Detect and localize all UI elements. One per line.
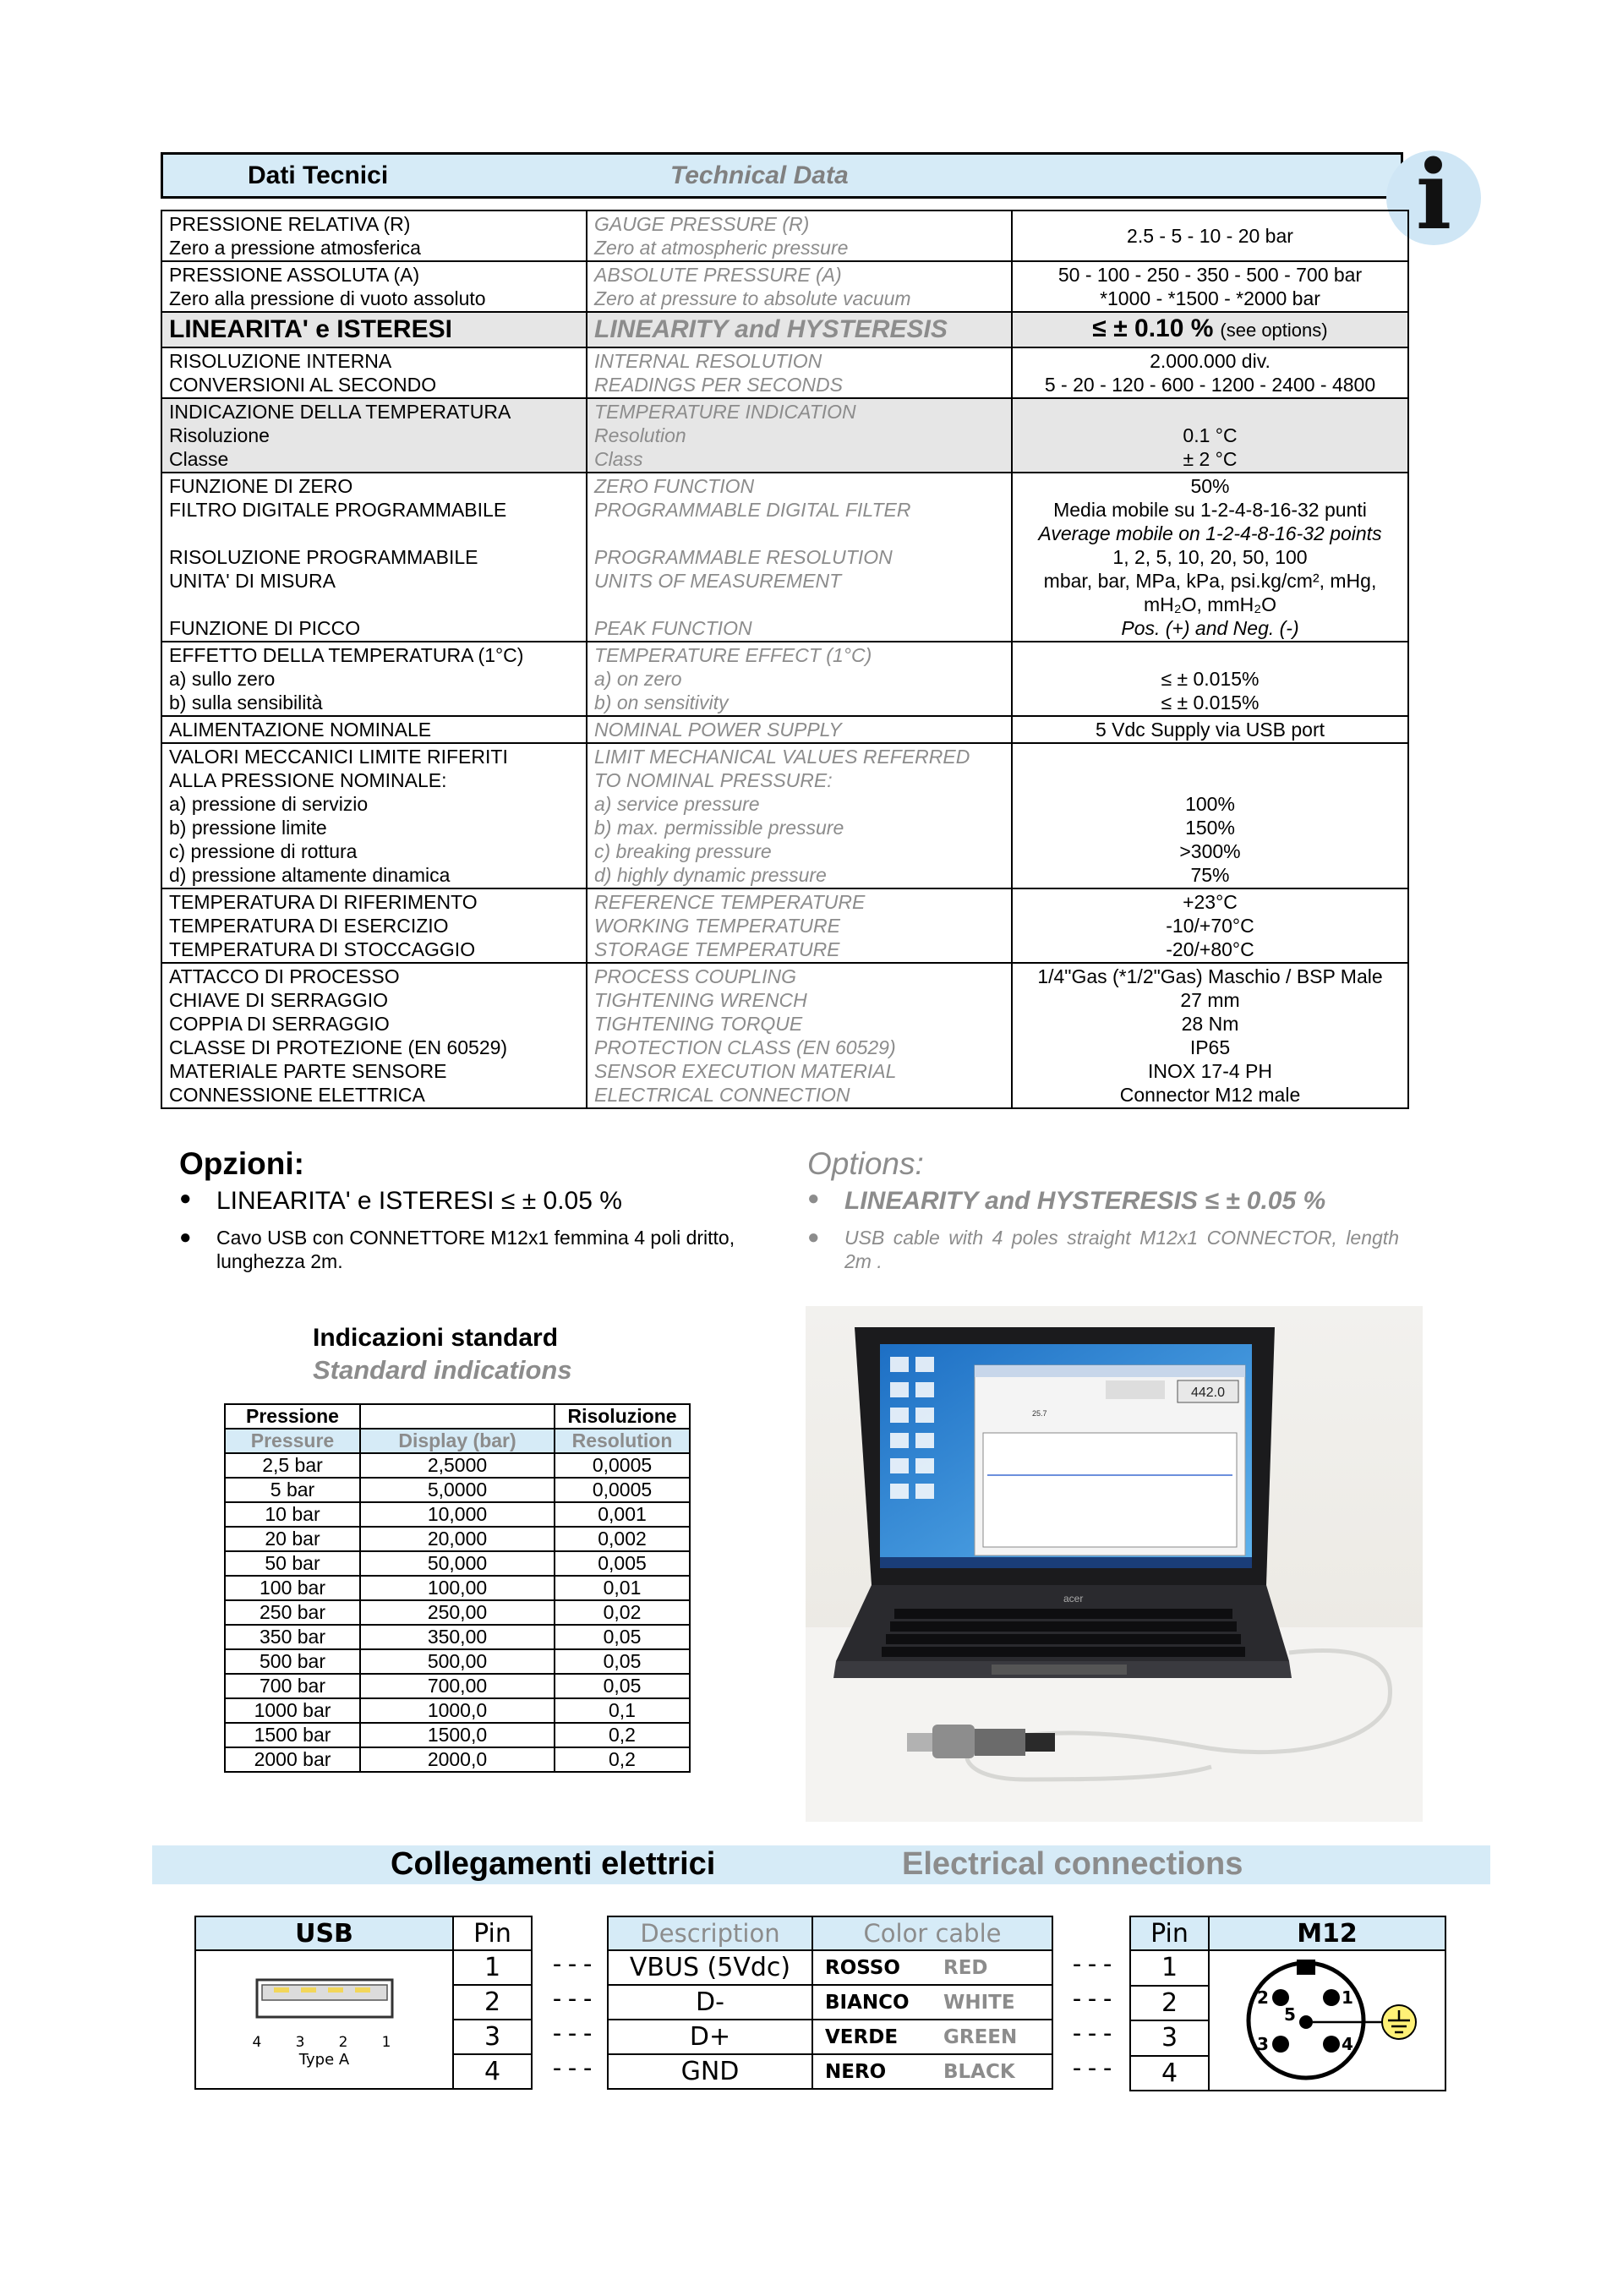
tech-cell-value — [1012, 261, 1408, 312]
tech-text-line: Average mobile on 1-2-4-8-16-32 points — [1038, 522, 1382, 544]
pin-number: 2 — [1130, 1986, 1209, 2021]
tech-cell-it — [161, 210, 587, 261]
usb-pin-numbers: 4 3 2 1 — [252, 2033, 396, 2051]
tech-text-line: ± 2 °C — [1183, 448, 1238, 470]
tech-cell-it — [161, 312, 587, 347]
table-cell: 2,5000 — [360, 1453, 555, 1478]
pin-number: 3 — [453, 2020, 532, 2054]
laptop-photo — [806, 1306, 1423, 1822]
tech-data-title-it: Dati Tecnici — [248, 161, 389, 189]
tech-text-line: d) highly dynamic pressure — [594, 864, 827, 886]
table-cell: 500 bar — [225, 1649, 360, 1674]
tech-text-line: -20/+80°C — [1166, 938, 1254, 960]
cable-color: BIANCO WHITE — [812, 1985, 1052, 2020]
table-cell: 250 bar — [225, 1600, 360, 1625]
col-header: Risoluzione — [555, 1404, 690, 1429]
tech-text-line: 150% — [1185, 817, 1235, 839]
tech-text-line: 2.5 - 5 - 10 - 20 bar — [1127, 225, 1293, 247]
tech-text-line: ≤ ± 0.015% — [1161, 668, 1260, 690]
tech-text-line: EFFETTO DELLA TEMPERATURA (1°C) — [169, 644, 524, 666]
tech-text-line: Zero alla pressione di vuoto assoluto — [169, 287, 486, 309]
tech-cell-value — [1012, 473, 1408, 642]
connections-title-it: Collegamenti elettrici — [391, 1846, 716, 1882]
tech-text-line: a) on zero — [594, 668, 682, 690]
table-row — [225, 1723, 690, 1747]
tech-cell-it — [161, 473, 587, 642]
tech-text-line: 5 Vdc Supply via USB port — [1095, 719, 1325, 741]
dash-separator: --- — [1069, 1984, 1116, 2014]
tech-cell-value — [1012, 888, 1408, 963]
tech-text-line: REFERENCE TEMPERATURE — [594, 891, 866, 913]
options-title-en: Options: — [807, 1146, 924, 1181]
usb-label: USB — [195, 1916, 453, 1950]
dash-separator: --- — [549, 2019, 596, 2048]
pin-description: GND — [608, 2054, 812, 2089]
tech-cell-en — [587, 312, 1012, 347]
tech-cell-value — [1012, 312, 1408, 347]
option-text: LINEARITY and HYSTERESIS ≤ ± 0.05 % — [844, 1187, 1326, 1215]
usb-type-label: Type A — [298, 2050, 350, 2069]
tech-text-line: PEAK FUNCTION — [594, 617, 752, 639]
tech-cell-value — [1012, 743, 1408, 888]
usb-diagram — [195, 1950, 453, 2089]
tech-text-line: TEMPERATURA DI STOCCAGGIO — [169, 938, 476, 960]
table-cell: 0,0005 — [555, 1478, 690, 1502]
bullet-icon: ● — [179, 1226, 192, 1249]
screen-small-value: 25.7 — [1032, 1409, 1047, 1418]
table-row — [225, 1551, 690, 1576]
tech-text-line: GAUGE PRESSURE (R) — [594, 213, 810, 235]
pin-number: 4 — [453, 2054, 532, 2089]
tech-cell-value — [1012, 347, 1408, 398]
table-cell: 350 bar — [225, 1625, 360, 1649]
tech-text-line: >300% — [1179, 840, 1241, 862]
m12-diagram — [1209, 1950, 1445, 2091]
tech-row — [161, 347, 1408, 398]
tech-text-line: 100% — [1185, 793, 1235, 815]
col-header — [360, 1404, 555, 1429]
table-row — [225, 1527, 690, 1551]
table-cell: 10,000 — [360, 1502, 555, 1527]
tech-row — [161, 743, 1408, 888]
tech-cell-value — [1012, 642, 1408, 716]
tech-text-line: ELECTRICAL CONNECTION — [594, 1084, 850, 1106]
tech-text-line: PROTECTION CLASS (EN 60529) — [594, 1036, 896, 1058]
tech-text-line: INDICAZIONE DELLA TEMPERATURA — [169, 401, 511, 423]
tech-cell-it — [161, 888, 587, 963]
tech-text-line — [169, 593, 579, 616]
pin-header: Pin — [1130, 1916, 1209, 1950]
table-cell: 1500 bar — [225, 1723, 360, 1747]
tech-data-title-en: Technical Data — [670, 161, 849, 189]
table-cell: 20,000 — [360, 1527, 555, 1551]
tech-text-line: UNITS OF MEASUREMENT — [594, 570, 842, 592]
table-cell: 0,1 — [555, 1698, 690, 1723]
m12-pin-label: 1 — [1342, 1987, 1353, 2008]
pin-number: 1 — [453, 1950, 532, 1985]
tech-cell-en — [587, 347, 1012, 398]
tech-cell-it — [161, 398, 587, 473]
tech-cell-en — [587, 888, 1012, 963]
table-row — [225, 1576, 690, 1600]
tech-text-line: PRESSIONE ASSOLUTA (A) — [169, 264, 420, 286]
tech-text-line: d) pressione altamente dinamica — [169, 864, 451, 886]
tech-text-line: CONVERSIONI AL SECONDO — [169, 374, 437, 396]
info-icon: i — [1386, 150, 1481, 245]
tech-text-line: b) on sensitivity — [594, 692, 729, 713]
tech-data-header — [161, 152, 1403, 199]
usb-pin-table — [194, 1916, 533, 2090]
table-cell: 0,05 — [555, 1649, 690, 1674]
tech-text-line: Media mobile su 1-2-4-8-16-32 punti — [1053, 499, 1367, 521]
dash-separator: --- — [1069, 1949, 1116, 1979]
pin-description: D- — [608, 1985, 812, 2020]
tech-text-line: FILTRO DIGITALE PROGRAMMABILE — [169, 499, 507, 521]
table-cell: 10 bar — [225, 1502, 360, 1527]
table-cell: 5 bar — [225, 1478, 360, 1502]
tech-text-line: Zero a pressione atmosferica — [169, 237, 421, 259]
tech-text-line: WORKING TEMPERATURE — [594, 915, 840, 937]
tech-cell-it — [161, 743, 587, 888]
table-cell: 1500,0 — [360, 1723, 555, 1747]
tech-text-line: -10/+70°C — [1166, 915, 1254, 937]
tech-text-line: +23°C — [1183, 891, 1238, 913]
tech-text-line: 5 - 20 - 120 - 600 - 1200 - 2400 - 4800 — [1044, 374, 1376, 396]
tech-text-line — [169, 522, 579, 545]
tech-text-line: NOMINAL POWER SUPPLY — [594, 719, 842, 741]
tech-text-line: ABSOLUTE PRESSURE (A) — [594, 264, 842, 286]
table-row — [225, 1625, 690, 1649]
tech-text-line: a) pressione di servizio — [169, 793, 369, 815]
tech-row — [161, 261, 1408, 312]
tech-cell-it — [161, 642, 587, 716]
tech-row — [161, 398, 1408, 473]
tech-text-line: mbar, bar, MPa, kPa, psi.kg/cm², mHg, — [1043, 570, 1377, 592]
table-row — [225, 1747, 690, 1772]
table-cell: 50 bar — [225, 1551, 360, 1576]
tech-text-line: PROGRAMMABLE RESOLUTION — [594, 546, 893, 568]
tech-cell-en — [587, 210, 1012, 261]
table-cell: 1000 bar — [225, 1698, 360, 1723]
tech-text-line: 50% — [1190, 475, 1230, 497]
tech-text-line: UNITA' DI MISURA — [169, 570, 336, 592]
col-header-en: Resolution — [555, 1429, 690, 1453]
col-header-en: Display (bar) — [360, 1429, 555, 1453]
tech-text-line: IP65 — [1189, 1036, 1231, 1058]
tech-text-line: INOX 17-4 PH — [1148, 1060, 1272, 1082]
tech-text-line: FUNZIONE DI ZERO — [169, 475, 353, 497]
tech-text-line: Zero at atmospheric pressure — [594, 237, 849, 259]
option-text: Cavo USB con CONNETTORE M12x1 femmina 4 poli dritto, lunghezza 2m. — [216, 1227, 735, 1272]
tech-text-line: CHIAVE DI SERRAGGIO — [169, 989, 389, 1011]
pin-description: D+ — [608, 2020, 812, 2054]
connections-header-band — [152, 1845, 1490, 1884]
table-cell: 0,05 — [555, 1625, 690, 1649]
tech-text-line: b) sulla sensibilità — [169, 692, 323, 713]
table-cell: 0,2 — [555, 1723, 690, 1747]
table-cell: 0,002 — [555, 1527, 690, 1551]
tech-cell-value — [1012, 963, 1408, 1108]
table-cell: 0,001 — [555, 1502, 690, 1527]
cable-color: VERDE GREEN — [812, 2020, 1052, 2054]
tech-cell-it — [161, 261, 587, 312]
wire-description-table — [607, 1916, 1053, 2090]
table-row — [225, 1453, 690, 1478]
table-row — [225, 1674, 690, 1698]
tech-text-line: Pos. (+) and Neg. (-) — [1121, 617, 1299, 639]
tech-text-line: b) pressione limite — [169, 817, 327, 839]
table-cell: 2000 bar — [225, 1747, 360, 1772]
tech-text-line: TEMPERATURA DI RIFERIMENTO — [169, 891, 478, 913]
tech-text-line: PROCESS COUPLING — [594, 965, 796, 987]
tech-row — [161, 210, 1408, 261]
tech-text-line: Classe — [169, 448, 229, 470]
option-item-linearity-en — [807, 1187, 1325, 1216]
tech-text-line: c) breaking pressure — [594, 840, 772, 862]
tech-cell-en — [587, 642, 1012, 716]
table-cell: 0,005 — [555, 1551, 690, 1576]
pin-number: 4 — [1130, 2056, 1209, 2091]
tech-text-line: *1000 - *1500 - *2000 bar — [1100, 287, 1320, 309]
tech-text-line: TEMPERATURE INDICATION — [594, 401, 856, 423]
tech-text-line: ALIMENTAZIONE NOMINALE — [169, 719, 432, 741]
tech-text-line: ALLA PRESSIONE NOMINALE: — [169, 769, 447, 791]
tech-text-line: SENSOR EXECUTION MATERIAL — [594, 1060, 897, 1082]
table-cell: 700,00 — [360, 1674, 555, 1698]
table-row — [225, 1502, 690, 1527]
dash-separator: --- — [549, 2053, 596, 2083]
table-cell: 20 bar — [225, 1527, 360, 1551]
tech-text-line: 27 mm — [1180, 989, 1240, 1011]
tech-row — [161, 963, 1408, 1108]
tech-cell-value — [1012, 716, 1408, 743]
tech-text-line: PROGRAMMABLE DIGITAL FILTER — [594, 499, 911, 521]
tech-cell-it — [161, 347, 587, 398]
pin-number: 3 — [1130, 2020, 1209, 2056]
tech-row — [161, 312, 1408, 347]
m12-pin-table — [1129, 1916, 1446, 2091]
tech-text-line: Risoluzione — [169, 424, 270, 446]
col-header-en: Pressure — [225, 1429, 360, 1453]
tech-text-line: RISOLUZIONE INTERNA — [169, 350, 392, 372]
tech-row — [161, 642, 1408, 716]
tech-text-line: 1, 2, 5, 10, 20, 50, 100 — [1112, 546, 1308, 568]
color-header: Color cable — [812, 1916, 1052, 1950]
tech-text-line: 50 - 100 - 250 - 350 - 500 - 700 bar — [1057, 264, 1363, 286]
table-cell: 0,2 — [555, 1747, 690, 1772]
tech-text-line: a) service pressure — [594, 793, 760, 815]
tech-text-line: FUNZIONE DI PICCO — [169, 617, 361, 639]
tech-cell-it — [161, 716, 587, 743]
tech-text-line: TIGHTENING TORQUE — [594, 1013, 803, 1035]
description-header: Description — [608, 1916, 812, 1950]
tech-text-line: 2.000.000 div. — [1150, 350, 1271, 372]
table-cell: 0,05 — [555, 1674, 690, 1698]
tech-text-line: RISOLUZIONE PROGRAMMABILE — [169, 546, 478, 568]
table-cell: 700 bar — [225, 1674, 360, 1698]
tech-text-line: Class — [594, 448, 643, 470]
table-row — [225, 1478, 690, 1502]
m12-pin-label: 2 — [1257, 1987, 1269, 2008]
m12-pin-label: 4 — [1342, 2034, 1353, 2054]
tech-row — [161, 473, 1408, 642]
tech-text-line: MATERIALE PARTE SENSORE — [169, 1060, 447, 1082]
tech-text-line — [594, 593, 1004, 616]
dash-separator: --- — [549, 1984, 596, 2014]
tech-text-line — [594, 522, 1004, 545]
see-options-note: (see options) — [1220, 320, 1328, 341]
option-text: LINEARITA' e ISTERESI ≤ ± 0.05 % — [216, 1187, 622, 1215]
tech-cell-value — [1012, 210, 1408, 261]
cable-color: NERO BLACK — [812, 2054, 1052, 2089]
pin-number: 2 — [453, 1985, 532, 2020]
tech-text-line: 75% — [1190, 864, 1230, 886]
options-title-it: Opzioni: — [179, 1146, 304, 1181]
tech-text-line: COPPIA DI SERRAGGIO — [169, 1013, 390, 1035]
tech-text-line: Zero at pressure to absolute vacuum — [594, 287, 911, 309]
option-item-linearity-it — [179, 1187, 622, 1216]
table-cell: 250,00 — [360, 1600, 555, 1625]
tech-text-line: 1/4"Gas (*1/2"Gas) Maschio / BSP Male — [1037, 965, 1383, 987]
tech-text-line: 0.1 °C — [1183, 424, 1238, 446]
standard-indications-table — [224, 1403, 691, 1773]
bullet-icon: ● — [807, 1187, 820, 1210]
col-header: Pressione — [225, 1404, 360, 1429]
table-cell: 2,5 bar — [225, 1453, 360, 1478]
m12-pin-label: 3 — [1257, 2034, 1269, 2054]
option-text: USB cable with 4 poles straight M12x1 CONNECTOR, length 2m . — [844, 1227, 1399, 1272]
table-cell: 350,00 — [360, 1625, 555, 1649]
ground-icon — [1382, 2005, 1416, 2039]
tech-text-line: PRESSIONE RELATIVA (R) — [169, 213, 411, 235]
table-cell: 500,00 — [360, 1649, 555, 1674]
m12-pin-label: 5 — [1284, 2004, 1296, 2025]
tech-text-line: TEMPERATURA DI ESERCIZIO — [169, 915, 449, 937]
table-cell: 100 bar — [225, 1576, 360, 1600]
tech-text-line: ≤ ± 0.10 % — [1092, 314, 1214, 342]
tech-text-line: b) max. permissible pressure — [594, 817, 844, 839]
pin-header: Pin — [453, 1916, 532, 1950]
option-item-cable-en — [807, 1226, 1399, 1273]
brand-logo: acer — [1063, 1593, 1084, 1604]
tech-cell-en — [587, 743, 1012, 888]
tech-text-line: VALORI MECCANICI LIMITE RIFERITI — [169, 746, 508, 768]
tech-cell-en — [587, 716, 1012, 743]
tech-text-line: ZERO FUNCTION — [594, 475, 755, 497]
tech-text-line: LINEARITA' e ISTERESI — [169, 315, 452, 343]
tech-cell-en — [587, 473, 1012, 642]
table-cell: 5,0000 — [360, 1478, 555, 1502]
tech-text-line: a) sullo zero — [169, 668, 276, 690]
tech-text-line: LINEARITY and HYSTERESIS — [594, 315, 948, 343]
tech-text-line: c) pressione di rottura — [169, 840, 358, 862]
cable-color: ROSSO RED — [812, 1950, 1052, 1985]
standard-title-en: Standard indications — [313, 1355, 572, 1385]
tech-text-line: CONNESSIONE ELETTRICA — [169, 1084, 425, 1106]
table-row — [225, 1600, 690, 1625]
tech-text-line: CLASSE DI PROTEZIONE (EN 60529) — [169, 1036, 508, 1058]
bullet-icon: ● — [179, 1187, 192, 1210]
table-cell: 0,02 — [555, 1600, 690, 1625]
pin-description: VBUS (5Vdc) — [608, 1950, 812, 1985]
table-cell: 100,00 — [360, 1576, 555, 1600]
table-cell: 50,000 — [360, 1551, 555, 1576]
tech-cell-en — [587, 963, 1012, 1108]
bullet-icon: ● — [807, 1226, 820, 1249]
tech-cell-en — [587, 261, 1012, 312]
table-cell: 0,0005 — [555, 1453, 690, 1478]
tech-text-line: INTERNAL RESOLUTION — [594, 350, 822, 372]
tech-text-line: TEMPERATURE EFFECT (1°C) — [594, 644, 872, 666]
table-row — [225, 1649, 690, 1674]
tech-text-line: Connector M12 male — [1119, 1084, 1301, 1106]
tech-text-line: LIMIT MECHANICAL VALUES REFERRED — [594, 746, 970, 768]
table-row — [225, 1698, 690, 1723]
tech-text-line: READINGS PER SECONDS — [594, 374, 843, 396]
tech-text-line: 28 Nm — [1181, 1013, 1239, 1035]
screen-value: 442.0 — [1190, 1386, 1226, 1400]
table-cell: 2000,0 — [360, 1747, 555, 1772]
option-item-cable-it — [179, 1226, 788, 1273]
connections-title-en: Electrical connections — [902, 1846, 1243, 1882]
tech-cell-value — [1012, 398, 1408, 473]
tech-text-line: Resolution — [594, 424, 686, 446]
dash-separator: --- — [549, 1949, 596, 1979]
tech-cell-it — [161, 963, 587, 1108]
tech-row — [161, 716, 1408, 743]
table-cell: 0,01 — [555, 1576, 690, 1600]
pin-number: 1 — [1130, 1950, 1209, 1986]
tech-text-line: ATTACCO DI PROCESSO — [169, 965, 400, 987]
tech-data-table — [161, 210, 1409, 1109]
m12-label: M12 — [1209, 1916, 1445, 1950]
tech-text-line: mH₂O, mmH₂O — [1143, 593, 1277, 615]
dash-separator: --- — [1069, 2053, 1116, 2083]
table-cell: 1000,0 — [360, 1698, 555, 1723]
tech-text-line: STORAGE TEMPERATURE — [594, 938, 840, 960]
tech-text-line: ≤ ± 0.015% — [1161, 692, 1260, 713]
standard-title-it: Indicazioni standard — [313, 1324, 559, 1352]
tech-text-line: TO NOMINAL PRESSURE: — [594, 769, 833, 791]
tech-row — [161, 888, 1408, 963]
tech-cell-en — [587, 398, 1012, 473]
dash-separator: --- — [1069, 2019, 1116, 2048]
tech-text-line: TIGHTENING WRENCH — [594, 989, 807, 1011]
m12-connector-icon — [1213, 1951, 1441, 2086]
